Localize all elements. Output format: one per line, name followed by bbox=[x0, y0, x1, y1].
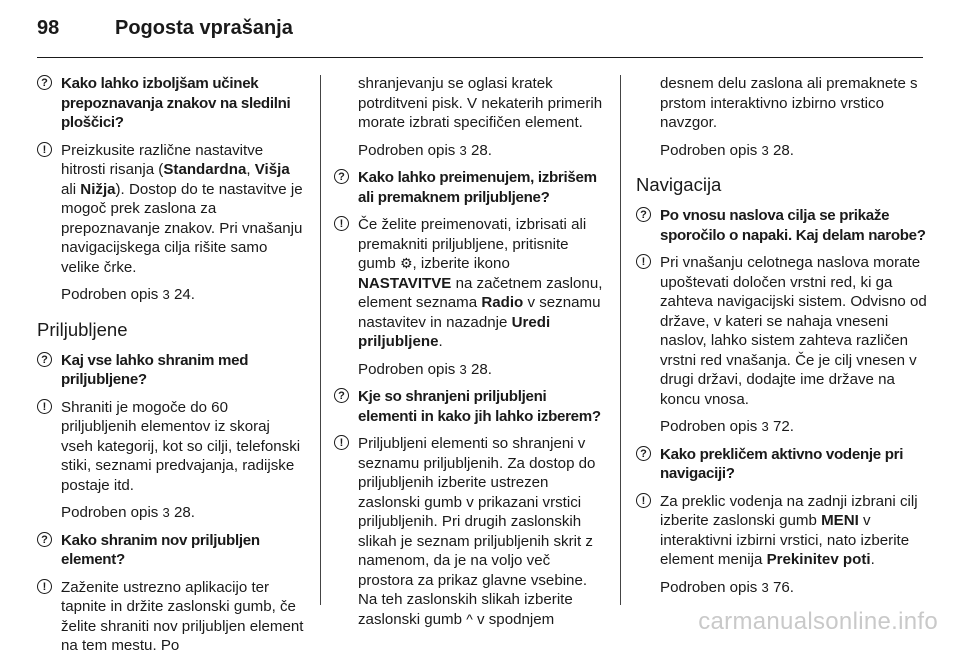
answer-text: Zaženite ustrezno aplikacijo ter tapnite in držite zaslonski gumb, če želite shraniti nov priljubljen element na tem mestu. Po bbox=[61, 578, 304, 654]
answer-item bbox=[37, 578, 305, 656]
answer-text: Preizkusite različne nastavitve hitrosti risanja (Standardna, Višja ali Nižja). Dostop do te nastavitve je mogoč prek zaslona za prepoznavanje znakov. Pri vnašanju navigacijskega cilja rišite samo velike črke. bbox=[61, 141, 303, 276]
question-text: Kaj vse lahko shranim med priljubljene? bbox=[61, 351, 249, 388]
arrow-icon: 3 bbox=[162, 287, 170, 302]
column-2 bbox=[334, 74, 606, 637]
answer-icon: ! bbox=[334, 216, 349, 231]
answer-text: Za preklic vodenja na zadnji izbrani cilj izberite zaslonski gumb MENI v interaktivni izbirni vrstici, nato izberite element menija Prekinitev poti. bbox=[660, 492, 918, 568]
page-reference: Podroben opis 3 72. bbox=[660, 418, 794, 435]
page-header bbox=[37, 17, 293, 47]
question-icon: ? bbox=[37, 75, 52, 90]
answer-continuation: shranjevanju se oglasi kratek potrditveni pisk. V nekaterih primerih morate izbrati specifičen element. bbox=[358, 75, 603, 131]
arrow-icon: 3 bbox=[761, 579, 769, 595]
question-item bbox=[636, 206, 930, 245]
answer-text: Pri vnašanju celotnega naslova morate upoštevati določen vrstni red, ki ga zahteva navigacijski sistem. Odvisno od države, v kateri se nahaja vneseni naslov, lahko sistem zahteva različen vrstni red vnašanja. Če je cilj vnesen v drugi državi, dodajte ime države na koncu vnosa. bbox=[660, 254, 927, 408]
question-text: Kako prekličem aktivno vodenje pri navigaciji? bbox=[660, 445, 904, 482]
question-icon: ? bbox=[334, 169, 349, 184]
answer-item bbox=[636, 492, 930, 570]
page-reference: Podroben opis 3 24. bbox=[61, 286, 195, 303]
question-item bbox=[37, 74, 305, 133]
answer-icon: ! bbox=[636, 254, 651, 269]
answer-item bbox=[636, 253, 930, 409]
column-3 bbox=[636, 74, 930, 605]
header-rule bbox=[37, 57, 923, 58]
page-reference: Podroben opis 3 28. bbox=[358, 360, 492, 378]
section-heading: Priljubljene bbox=[37, 318, 128, 340]
chevron-up-icon: ^ bbox=[466, 610, 473, 627]
question-icon: ? bbox=[636, 446, 651, 461]
question-item bbox=[334, 387, 606, 426]
answer-text: Če želite preimenovati, izbrisati ali premakniti priljubljene, pritisnite gumb ⚙, izberite ikono NASTAVITVE na začetnem zaslonu, element seznama Radio v seznamu nastavitev in nazadnje Uredi priljubljene. bbox=[358, 216, 603, 350]
question-text: Kje so shranjeni priljubljeni elementi in kako jih lahko izberem? bbox=[358, 388, 601, 425]
page-reference: Podroben opis 3 28. bbox=[358, 141, 492, 159]
question-icon: ? bbox=[37, 532, 52, 547]
column-1 bbox=[37, 74, 305, 664]
question-icon: ? bbox=[37, 352, 52, 367]
answer-continuation: desnem delu zaslona ali premaknete s prstom interaktivno izbirno vrstico navzgor. bbox=[660, 75, 918, 131]
page-number: 98 bbox=[37, 17, 60, 39]
answer-text: Shraniti je mogoče do 60 priljubljenih elementov iz skoraj vseh kategorij, kot so cilji, telefonski stiki, seznami predvajanja, radijske postaje itd. bbox=[61, 398, 301, 494]
page-title: Pogosta vprašanja bbox=[115, 17, 293, 39]
question-item bbox=[636, 445, 930, 484]
arrow-icon: 3 bbox=[162, 505, 170, 520]
question-item bbox=[37, 531, 305, 570]
question-item bbox=[37, 351, 305, 390]
answer-item bbox=[37, 141, 305, 278]
arrow-icon: 3 bbox=[761, 142, 769, 158]
answer-item bbox=[334, 434, 606, 629]
watermark: carmanualsonline.info bbox=[698, 608, 938, 635]
question-text: Po vnosu naslova cilja se prikaže sporočilo o napaki. Kaj delam narobe? bbox=[660, 207, 926, 244]
answer-text: Priljubljeni elementi so shranjeni v seznamu priljubljenih. Za dostop do priljubljenih izberite ustrezen zaslonski gumb v prikazani vrstici priljubljenih. Pri drugih zaslonskih slikah je seznam priljubljenih skrit z namenom, da je na voljo več prostora za prikaz glavne vsebine. Na teh zaslonskih slikah izberite zaslonski gumb ^ v spodnjem bbox=[358, 435, 596, 628]
answer-icon: ! bbox=[334, 435, 349, 450]
answer-item bbox=[37, 398, 305, 496]
answer-item bbox=[334, 215, 606, 352]
question-text: Kako shranim nov priljubljen element? bbox=[61, 531, 260, 568]
arrow-icon: 3 bbox=[761, 419, 769, 434]
question-text: Kako lahko preimenujem, izbrišem ali premaknem priljubljene? bbox=[358, 169, 597, 206]
arrow-icon: 3 bbox=[459, 361, 467, 377]
question-icon: ? bbox=[334, 388, 349, 403]
page-reference: Podroben opis 3 76. bbox=[660, 578, 794, 596]
answer-icon: ! bbox=[636, 493, 651, 508]
answer-icon: ! bbox=[37, 142, 52, 157]
answer-icon: ! bbox=[37, 579, 52, 594]
page-reference: Podroben opis 3 28. bbox=[660, 141, 794, 159]
settings-button-icon: ⚙ bbox=[399, 255, 413, 271]
section-heading: Navigacija bbox=[636, 174, 722, 195]
arrow-icon: 3 bbox=[459, 142, 467, 158]
question-icon: ? bbox=[636, 207, 651, 222]
answer-icon: ! bbox=[37, 399, 52, 414]
page-reference: Podroben opis 3 28. bbox=[61, 504, 195, 521]
question-item bbox=[334, 168, 606, 207]
column-divider bbox=[620, 75, 621, 605]
column-divider bbox=[320, 75, 321, 605]
question-text: Kako lahko izboljšam učinek prepoznavanja znakov na sledilni ploščici? bbox=[61, 75, 291, 131]
